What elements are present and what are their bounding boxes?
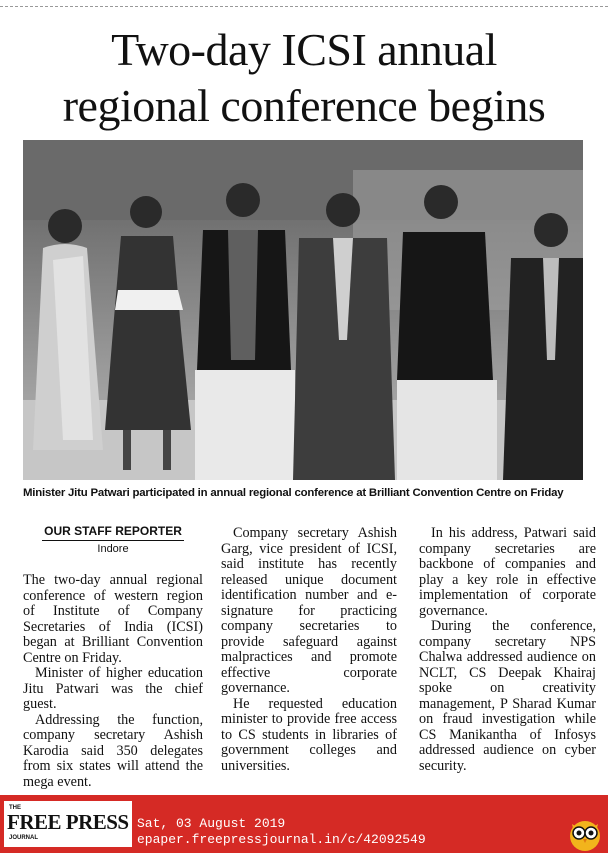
dateline: Indore xyxy=(97,542,129,555)
byline xyxy=(23,524,203,557)
photo-illustration xyxy=(23,140,583,480)
epaper-footer-bar xyxy=(0,795,608,853)
free-press-logo[interactable] xyxy=(4,801,132,847)
paragraph-6: In his address, Patwari said company secretaries are backbone of companies and play a key role in effective implementation of corporate governance. xyxy=(419,525,596,619)
paragraph-7: During the conference, company secretary NPS Chalwa addressed audience on NCLT, CS Deepak Khairaj spoke on creativity management, P Sharad Kumar on fraud investigation while CS Manikantha of Infosys addressed audience on cyber security. xyxy=(419,618,596,774)
logo-wordmark: FREE PRESS xyxy=(7,810,129,834)
logo-journal: JOURNAL xyxy=(9,835,39,841)
paragraph-1: The two-day annual regional conference of western region of Institute of Company Secretaries of India (ICSI) began at Brilliant Convention Centre on Friday. xyxy=(23,572,203,666)
article-column-2 xyxy=(221,526,397,774)
footer-date: Sat, 03 August 2019 xyxy=(137,816,286,831)
owl-mascot-icon xyxy=(566,814,604,852)
paragraph-2: Minister of higher education Jitu Patwari was the chief guest. xyxy=(23,665,203,712)
footer-url[interactable]: epaper.freepressjournal.in/c/42092549 xyxy=(137,832,426,847)
article-photo xyxy=(23,140,583,480)
paragraph-4: Company secretary Ashish Garg, vice president of ICSI, said institute has recently released unique document identification number and e-signature for practicing company secretaries to provide safeguard against malpractices and promote effective corporate governance. xyxy=(221,525,397,696)
article-column-1 xyxy=(23,524,203,790)
headline-line-2: regional conference begins xyxy=(62,80,546,131)
paragraph-3: Addressing the function, company secretary Ashish Karodia said 350 delegates from six states will attend the mega event. xyxy=(23,711,203,790)
article-headline xyxy=(0,22,608,134)
article-column-3 xyxy=(419,526,596,774)
headline-line-1: Two-day ICSI annual xyxy=(111,24,497,75)
paragraph-5: He requested education minister to provide free access to CS students in libraries of government colleges and universities. xyxy=(221,695,397,774)
byline-name: OUR STAFF REPORTER xyxy=(42,524,184,541)
logo-the: THE xyxy=(9,805,21,811)
photo-caption: Minister Jitu Patwari participated in annual regional conference at Brilliant Convention Centre on Friday xyxy=(23,487,564,499)
top-dashed-rule xyxy=(0,6,608,7)
